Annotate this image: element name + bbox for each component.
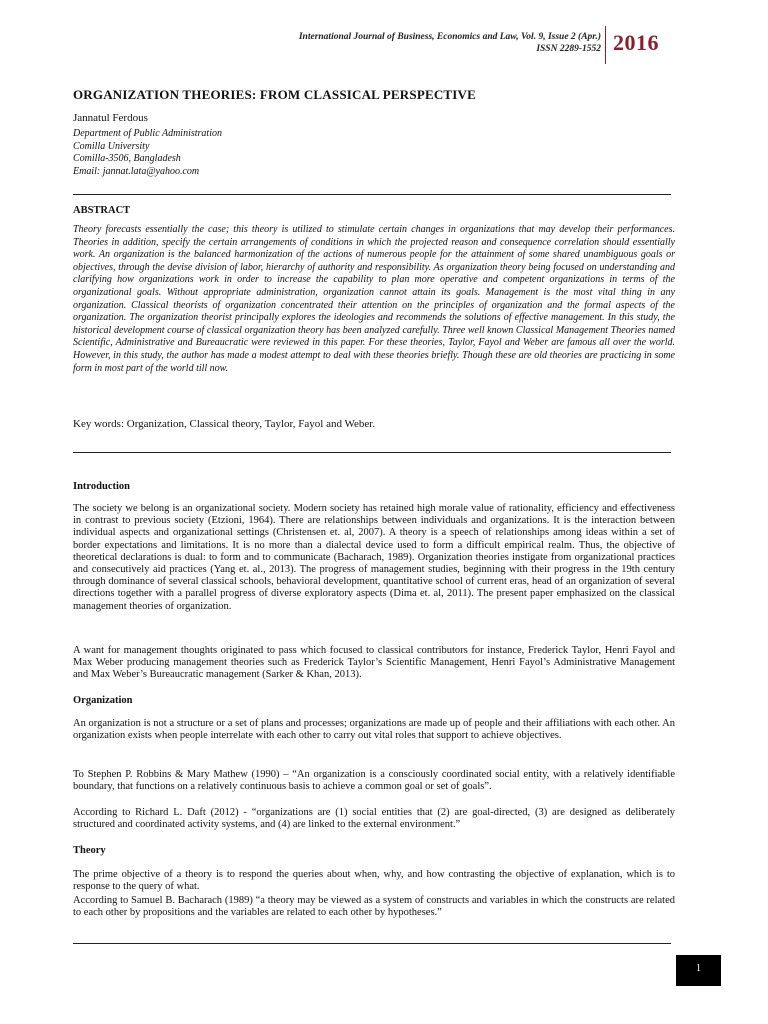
divider-top: [73, 194, 671, 195]
journal-issn: ISSN 2289-1552: [536, 44, 601, 54]
page-number: 1: [696, 963, 701, 974]
organization-paragraph-2: To Stephen P. Robbins & Mary Mathew (1990) – “An organization is a consciously coordinated social entity, with a relatively identifiable boundary, that functions on a relatively continuous basis to achieve a common goal or set of goals”.: [73, 769, 675, 793]
affiliation-department: Department of Public Administration: [73, 128, 222, 139]
theory-paragraph-1: The prime objective of a theory is to respond the queries about when, why, and how contrasting the objective of explanation, which is to response to the query of what.: [73, 869, 675, 893]
organization-heading: Organization: [73, 695, 133, 706]
abstract-heading: ABSTRACT: [73, 205, 131, 216]
header-divider: [605, 26, 606, 64]
journal-year: 2016: [613, 30, 659, 55]
organization-paragraph-3: According to Richard L. Daft (2012) - “organizations are (1) social entities that (2) are goal-directed, (3) are designed as deliberately structured and coordinated activity systems, and (4) are linked to the external environment.”: [73, 807, 675, 831]
paper-title: ORGANIZATION THEORIES: FROM CLASSICAL PERSPECTIVE: [73, 87, 477, 102]
author-affiliation: [73, 128, 222, 178]
divider-footer: [73, 943, 671, 944]
abstract-text: Theory forecasts essentially the case; this theory is utilized to stimulate certain changes in organizations that may develop their performances. Theories in addition, specify the certain arrangements of conditions in which the projected reason and consequence correlation should essentially work. An organization is the balanced harmonization of the actions of numerous people for the attainment of some shared unambiguous goals or objectives, through the devise division of labor, hierarchy of authority and responsibility. As organization theory being focused on understanding and clarifying how organizations work in order to increase the capability to plan more operative and competent organizations in terms of the organizational goals. Without appropriate administration, organization cannot attain its goals. Management is the most vital thing in any organization. Classical theorists of organization concentrated their attention on the principles of organization and the formal aspects of the organization. The organization theorist principally explores the ideologies and recommends the solutions of effective management. In this study, the historical development course of classical organization theory has been analyzed carefully. Three well known Classical Management Theories named Scientific, Administrative and Bureaucratic were reviewed in this paper. For these theories, Taylor, Fayol and Weber are famous all over the world. However, in this study, the author has made a modest attempt to deal with these theories briefly. Though these are old theories are practicing in some form in most part of the world till now.: [73, 224, 675, 374]
theory-paragraph-2: According to Samuel B. Bacharach (1989) “a theory may be viewed as a system of constructs and variables in which the constructs are related to each other by propositions and the variables are related to each other by hypotheses.”: [73, 895, 675, 919]
introduction-paragraph-1: The society we belong is an organizational society. Modern society has retained high morale value of rationality, efficiency and effectiveness in contrast to previous society (Etzioni, 1964). There are relationships between individuals and organizations. It is the interaction between individual aspects and organizational settings (Christensen et. al, 2007). A theory is a speech of relationships among ideas within a set of border expectations and limitations. It is no more than a dialectal device used to form a difficult empirical realm. Thus, the objective of theoretical declarations is dual: to form and to communicate (Bacharach, 1989). Organization theories instigate from organizational practices and consecutively aid practices (Yang et. al., 2013). The progress of management studies, beginning with their progress in the 19th century through dominance of several classical schools, behavioral development, quantitative school of current eras, head of an organization of several directions together with a parallel progress of diverse exploratory aspects (Dima et. al, 2011). The present paper emphasized on the classical management theories of organization.: [73, 503, 675, 612]
journal-name: International Journal of Business, Economics and Law, Vol. 9, Issue 2 (Apr.): [298, 32, 601, 42]
introduction-heading: Introduction: [73, 481, 130, 492]
affiliation-university: Comilla University: [73, 140, 150, 152]
introduction-paragraph-2: A want for management thoughts originated to pass which focused to classical contributors for instance, Frederick Taylor, Henri Fayol and Max Weber producing management theories such as Frederick Taylor’s Scientific Management, Henri Fayol’s Administrative Management and Max Weber’s Bureaucratic management (Sarker & Khan, 2013).: [73, 645, 675, 681]
organization-paragraph-1: An organization is not a structure or a set of plans and processes; organizations are made up of people and their affiliations with each other. An organization exists when people interrelate with each other to carry out vital roles that support to achieve objectives.: [73, 718, 675, 742]
affiliation-email: Email: jannat.lata@yahoo.com: [73, 165, 200, 177]
keywords: Key words: Organization, Classical theory, Taylor, Fayol and Weber.: [73, 418, 376, 430]
divider-keywords: [73, 452, 671, 453]
journal-header: [299, 31, 601, 55]
author-name: Jannatul Ferdous: [73, 112, 148, 124]
affiliation-address: Comilla-3506, Bangladesh: [73, 153, 181, 164]
theory-heading: Theory: [73, 845, 106, 856]
